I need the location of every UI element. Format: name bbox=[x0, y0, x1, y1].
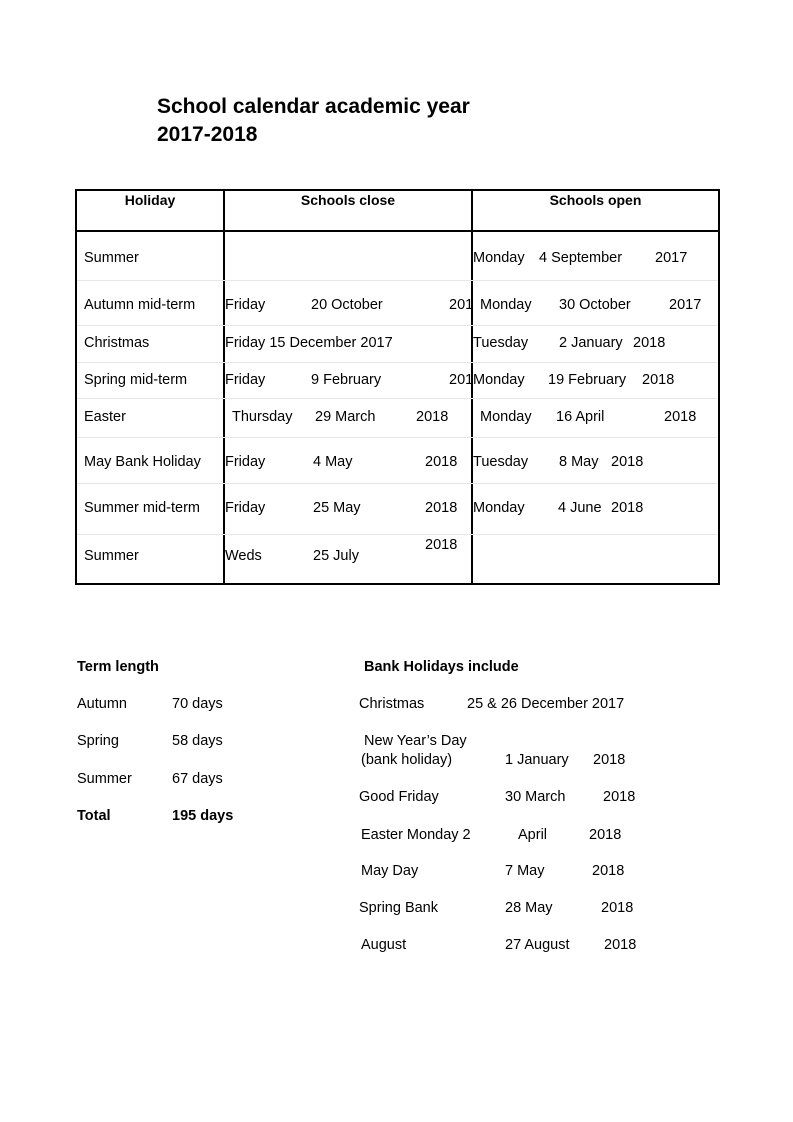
row-2-open-day: Monday bbox=[480, 297, 532, 313]
row-4-close-date: 9 February bbox=[311, 372, 382, 388]
row-6-close-year: 2018 bbox=[425, 454, 458, 470]
row-7-close-day: Friday bbox=[225, 500, 266, 516]
bank-holiday-name: May Day bbox=[361, 863, 419, 879]
row-divider bbox=[77, 483, 717, 484]
bank-holiday-year: 2018 bbox=[593, 752, 626, 768]
row-7-open-date: 4 June bbox=[558, 500, 602, 516]
row-5-open-date: 16 April bbox=[556, 409, 605, 425]
row-1-holiday: Summer bbox=[84, 250, 139, 266]
row-3-open-date: 2 January bbox=[559, 335, 623, 351]
row-4-open-date: 19 February bbox=[548, 372, 627, 388]
bank-holiday-date: 30 March bbox=[505, 789, 566, 805]
row-2-close-year: 201 bbox=[449, 297, 474, 313]
row-6-open-day: Tuesday bbox=[473, 454, 529, 470]
row-divider bbox=[77, 280, 717, 281]
row-divider bbox=[77, 325, 717, 326]
bank-holiday-year: 2018 bbox=[603, 789, 636, 805]
bank-holiday-name: New Year’s Day bbox=[364, 733, 467, 749]
row-divider bbox=[77, 362, 717, 363]
term-autumn-days: 70 days bbox=[172, 696, 223, 712]
row-1-open-year: 2017 bbox=[655, 250, 688, 266]
row-8-holiday: Summer bbox=[84, 548, 139, 564]
row-8-close-date: 25 July bbox=[313, 548, 359, 564]
bank-holiday-name-note: (bank holiday) bbox=[361, 752, 453, 768]
term-spring-label: Spring bbox=[77, 733, 119, 749]
row-3-close-date: Friday 15 December 2017 bbox=[225, 335, 393, 351]
row-5-open-day: Monday bbox=[480, 409, 532, 425]
bank-holiday-year: 2018 bbox=[601, 900, 634, 916]
term-length-heading: Term length bbox=[77, 659, 159, 675]
row-8-close-day: Weds bbox=[225, 548, 262, 564]
table-left-border bbox=[75, 189, 77, 585]
row-1-open-day: Monday bbox=[473, 250, 525, 266]
title-line-1: School calendar academic year bbox=[157, 95, 470, 118]
table-header-border bbox=[75, 230, 720, 232]
row-3-open-day: Tuesday bbox=[473, 335, 529, 351]
row-4-open-day: Monday bbox=[473, 372, 525, 388]
row-divider bbox=[77, 534, 717, 535]
bank-holiday-date: 7 May bbox=[505, 863, 545, 879]
bank-holiday-year: 2018 bbox=[592, 863, 625, 879]
row-7-open-year: 2018 bbox=[611, 500, 644, 516]
bank-holiday-year: 2018 bbox=[589, 827, 622, 843]
row-7-close-date: 25 May bbox=[313, 500, 361, 516]
table-bottom-border bbox=[75, 583, 720, 585]
table-top-border bbox=[75, 189, 720, 191]
row-1-open-date: 4 September bbox=[539, 250, 623, 266]
bank-holiday-name: Christmas bbox=[359, 696, 425, 712]
bank-holiday-date: 28 May bbox=[505, 900, 553, 916]
term-spring-days: 58 days bbox=[172, 733, 223, 749]
row-5-close-day: Thursday bbox=[232, 409, 293, 425]
row-3-holiday: Christmas bbox=[84, 335, 150, 351]
term-autumn-label: Autumn bbox=[77, 696, 127, 712]
row-6-close-date: 4 May bbox=[313, 454, 353, 470]
header-schools-close: Schools close bbox=[300, 192, 396, 208]
row-5-close-year: 2018 bbox=[416, 409, 449, 425]
row-divider bbox=[77, 437, 717, 438]
row-4-close-year: 201 bbox=[449, 372, 474, 388]
row-8-close-year: 2018 bbox=[425, 537, 458, 553]
term-total-days: 195 days bbox=[172, 808, 234, 824]
title-line-2: 2017-2018 bbox=[157, 123, 258, 146]
header-schools-open: Schools open bbox=[549, 192, 642, 208]
row-divider bbox=[77, 398, 717, 399]
row-6-open-year: 2018 bbox=[611, 454, 644, 470]
bank-holiday-date: April bbox=[518, 827, 548, 843]
row-2-open-year: 2017 bbox=[669, 297, 702, 313]
row-2-close-day: Friday bbox=[225, 297, 266, 313]
bank-holiday-name: Spring Bank bbox=[359, 900, 438, 916]
bank-holiday-name: Easter Monday 2 bbox=[361, 827, 471, 843]
row-4-close-day: Friday bbox=[225, 372, 266, 388]
bank-holiday-date: 1 January bbox=[505, 752, 569, 768]
page-title bbox=[157, 93, 557, 149]
bank-holiday-year: 2018 bbox=[604, 937, 637, 953]
row-2-holiday: Autumn mid-term bbox=[84, 297, 196, 313]
row-4-open-year: 2018 bbox=[642, 372, 675, 388]
bank-holiday-date: 27 August bbox=[505, 937, 570, 953]
header-holiday: Holiday bbox=[124, 192, 176, 208]
bank-holidays-heading: Bank Holidays include bbox=[364, 659, 519, 675]
term-summer-days: 67 days bbox=[172, 771, 223, 787]
row-6-open-date: 8 May bbox=[559, 454, 599, 470]
row-4-holiday: Spring mid-term bbox=[84, 372, 188, 388]
row-6-holiday: May Bank Holiday bbox=[84, 454, 201, 470]
row-2-open-date: 30 October bbox=[559, 297, 631, 313]
table-right-border bbox=[718, 189, 720, 585]
row-7-open-day: Monday bbox=[473, 500, 525, 516]
bank-holiday-date: 25 & 26 December 2017 bbox=[467, 696, 625, 712]
bank-holiday-name: Good Friday bbox=[359, 789, 439, 805]
term-total-label: Total bbox=[77, 808, 111, 824]
row-5-close-date: 29 March bbox=[315, 409, 376, 425]
row-6-close-day: Friday bbox=[225, 454, 266, 470]
row-7-close-year: 2018 bbox=[425, 500, 458, 516]
row-3-open-year: 2018 bbox=[633, 335, 666, 351]
term-summer-label: Summer bbox=[77, 771, 132, 787]
row-2-close-date: 20 October bbox=[311, 297, 383, 313]
row-5-holiday: Easter bbox=[84, 409, 126, 425]
row-7-holiday: Summer mid-term bbox=[84, 500, 201, 516]
bank-holiday-name: August bbox=[361, 937, 407, 953]
row-5-open-year: 2018 bbox=[664, 409, 697, 425]
